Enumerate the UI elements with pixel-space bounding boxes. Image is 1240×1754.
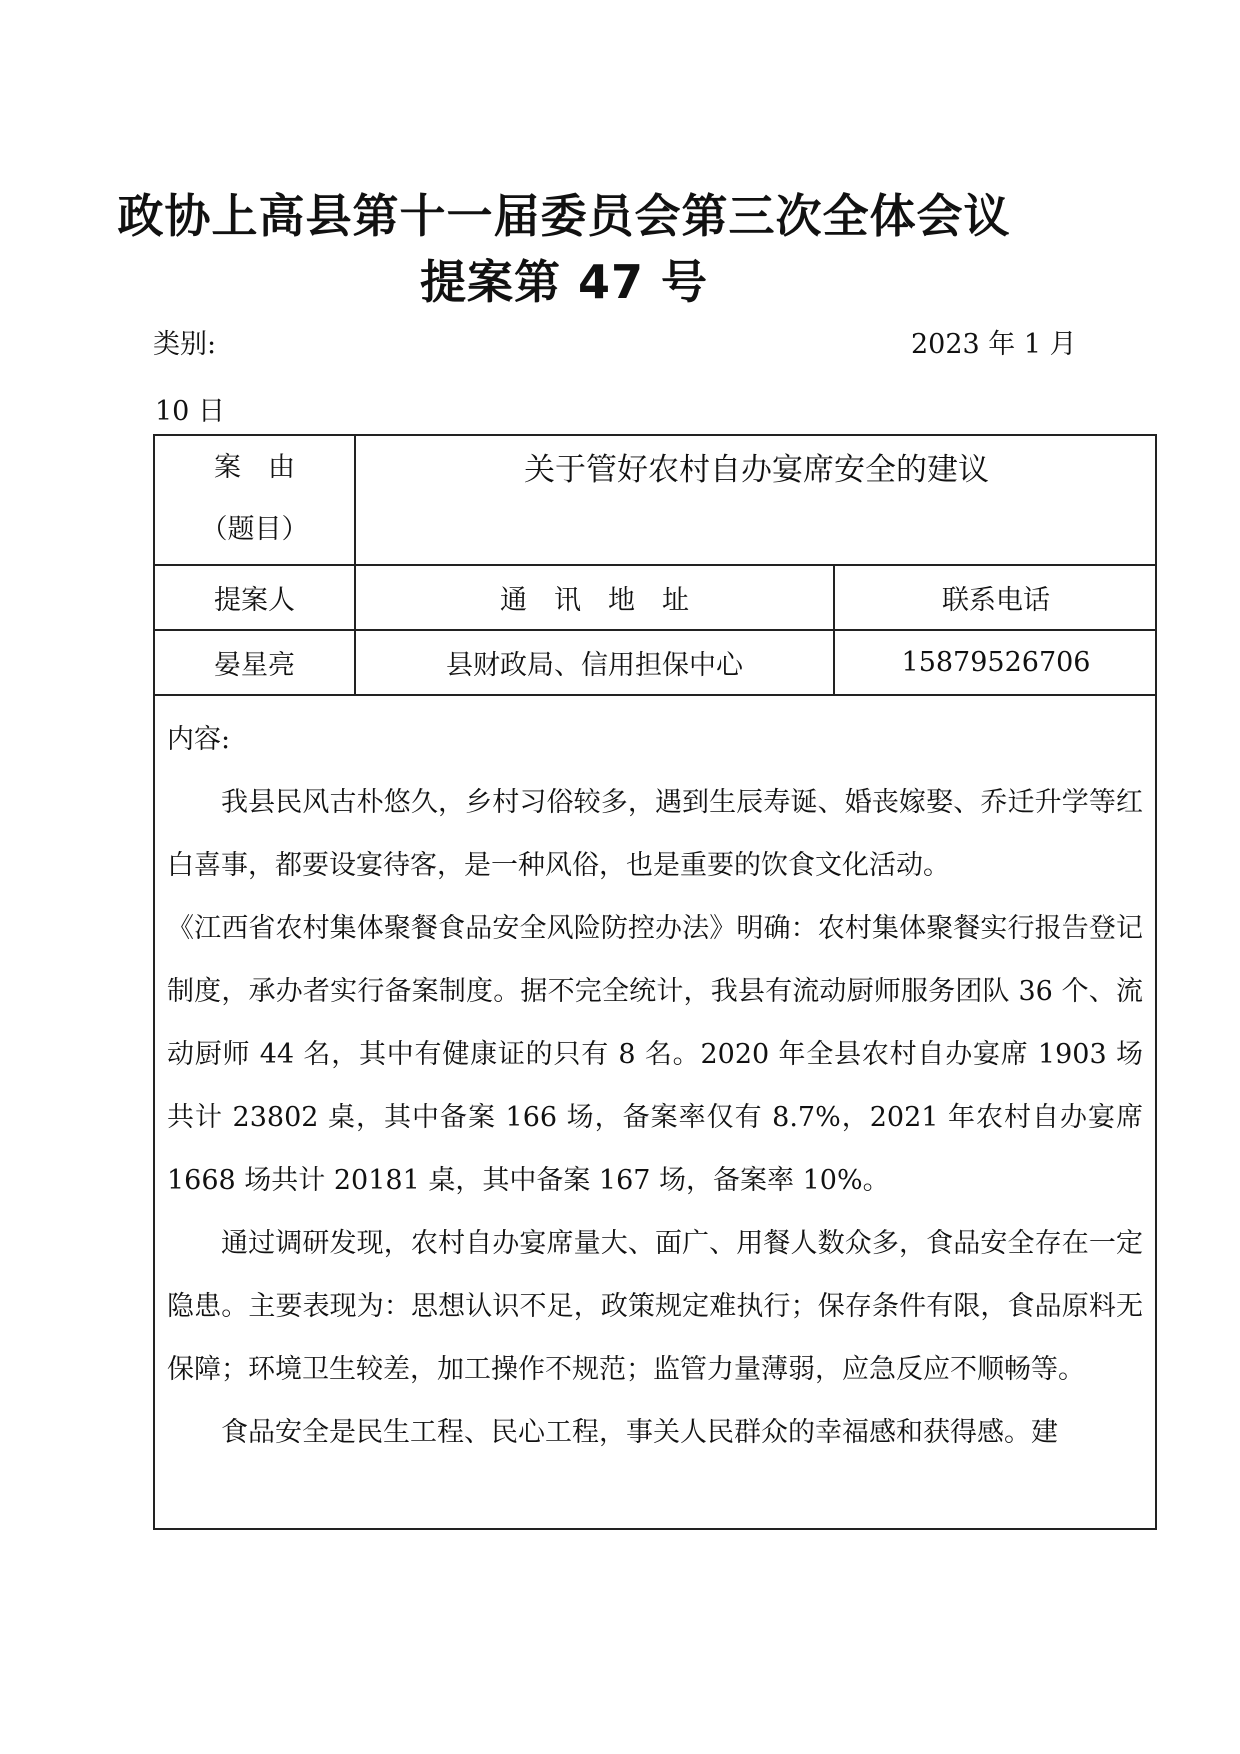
document-title-line2: 提案第 47 号 <box>419 255 709 309</box>
content-section <box>167 708 1143 1464</box>
content-label: 内容: <box>167 724 231 755</box>
date-line2: 10 日 <box>155 396 225 427</box>
proposer-address: 县财政局、信用担保中心 <box>446 650 743 681</box>
date-line1: 2023 年 1 月 <box>911 329 1077 360</box>
proposer-name: 晏星亮 <box>214 650 295 681</box>
content-paragraph: 通过调研发现，农村自办宴席量大、面广、用餐人数众多，食品安全存在一定隐患。主要表现为：思想认识不足，政策规定难执行；保存条件有限，食品原料无保障；环境卫生较差，加工操作不规范；监管力量薄弱，应急反应不顺畅等。 <box>167 1228 1143 1385</box>
reason-value: 关于管好农村自办宴席安全的建议 <box>524 451 989 488</box>
reason-sublabel: （题目） <box>200 514 309 545</box>
proposer-header: 提案人 <box>214 585 295 616</box>
content-paragraph: 食品安全是民生工程、民心工程，事关人民群众的幸福感和获得感。建 <box>221 1417 1058 1448</box>
reason-label: 案 由 <box>214 452 295 483</box>
category-label: 类别: <box>153 329 217 360</box>
content-paragraph: 《江西省农村集体聚餐食品安全风险防控办法》明确：农村集体聚餐实行报告登记制度，承办者实行备案制度。据不完全统计，我县有流动厨师服务团队 36 个、流动厨师 44 名，其中有健康证的只有 8 名。2020 年全县农村自办宴席 1903 场共计 23802 桌，其中备案 166 场，备案率仅有 8.7%，2021 年农村自办宴席 1668 场共计 20181 桌，其中备案 167 场，备案率 10%。 <box>167 913 1143 1196</box>
phone-header: 联系电话 <box>942 585 1050 616</box>
proposer-phone: 15879526706 <box>901 647 1091 678</box>
proposal-table <box>153 434 1157 1530</box>
document-title-line1: 政协上高县第十一届委员会第三次全体会议 <box>117 189 1011 243</box>
row-divider <box>155 694 1155 696</box>
reason-label-cell <box>155 436 354 564</box>
address-header: 通 讯 地 址 <box>500 585 689 616</box>
content-paragraph: 我县民风古朴悠久，乡村习俗较多，遇到生辰寿诞、婚丧嫁娶、乔迁升学等红白喜事，都要设宴待客，是一种风俗，也是重要的饮食文化活动。 <box>167 787 1143 881</box>
